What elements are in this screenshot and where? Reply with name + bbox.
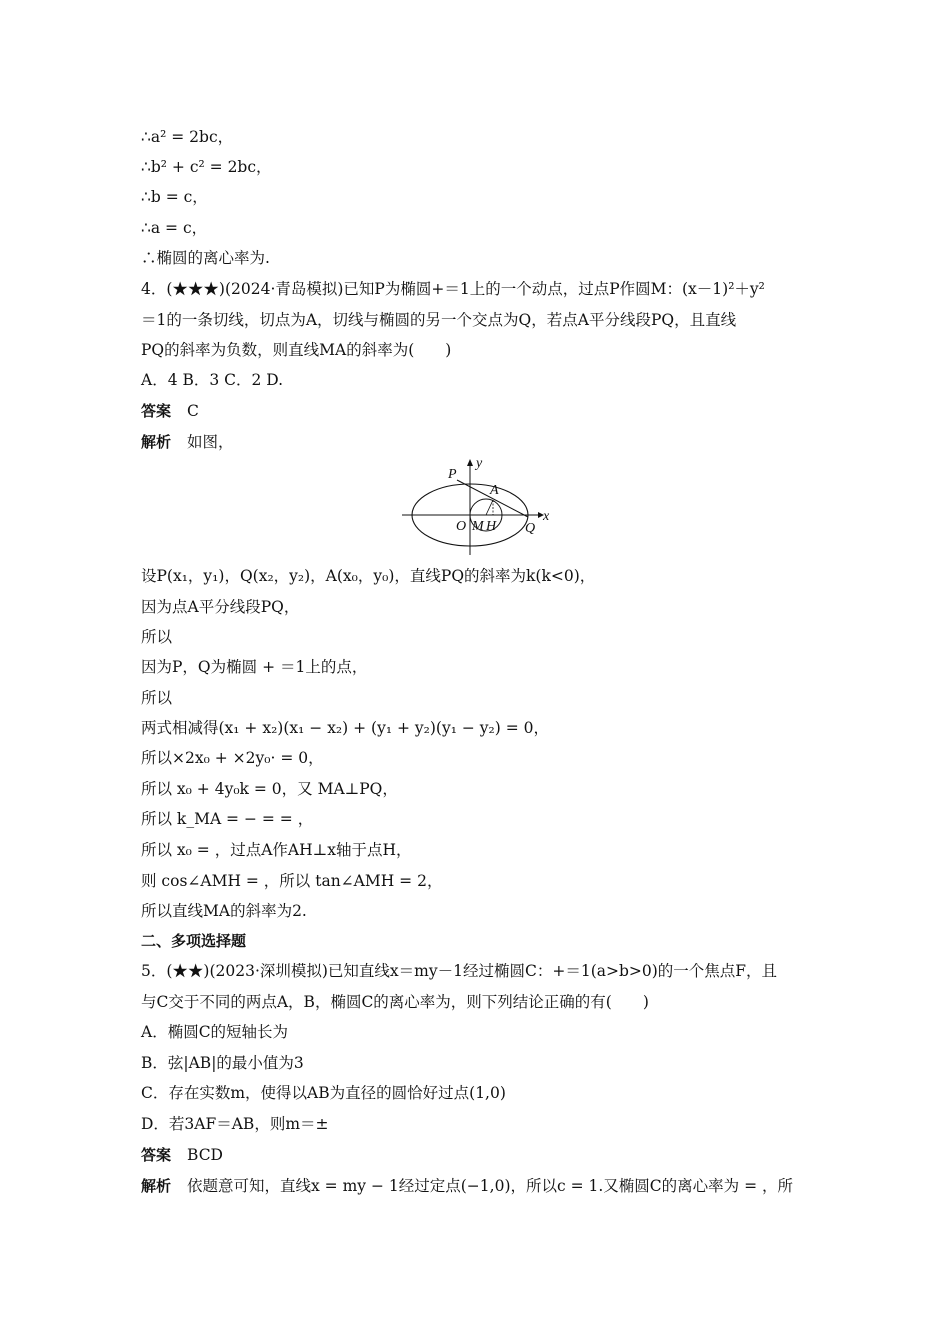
label-p: P [448, 467, 457, 482]
analysis-text: 如图， [187, 433, 234, 451]
label-m: M [472, 519, 484, 534]
q4-analysis-intro [141, 432, 234, 452]
q5-option-d: D．若3AF＝AB，则m＝± [141, 1115, 329, 1133]
q4-answer [141, 401, 199, 421]
a-line-7: 所以×2x₀ + ×2y₀· = 0， [141, 749, 324, 767]
label-y: y [476, 456, 483, 471]
line-5: ∴椭圆的离心率为. [141, 249, 270, 267]
line-3: ∴b = c， [141, 188, 208, 206]
q5-analysis [141, 1176, 793, 1196]
segment-ma [486, 500, 493, 515]
line-1: ∴a² = 2bc， [141, 128, 234, 146]
q5-option-b: B．弦|AB|的最小值为3 [141, 1054, 304, 1072]
label-x: x [543, 509, 550, 524]
label-a: A [490, 483, 499, 498]
a-line-1: 设P(x₁，y₁)，Q(x₂，y₂)，A(x₀，y₀)，直线PQ的斜率为k(k<0)， [141, 567, 596, 585]
a-line-12: 所以直线MA的斜率为2. [141, 902, 307, 920]
q5-answer [141, 1145, 223, 1165]
label-h: H [486, 519, 497, 534]
q5-line-2: 与C交于不同的两点A，B，椭圆C的离心率为，则下列结论正确的有( ) [141, 993, 649, 1011]
answer-value: C [187, 402, 199, 420]
y-arrow [467, 459, 473, 466]
a-line-9: 所以 k_MA = − = = ， [141, 810, 314, 828]
q5-option-a: A．椭圆C的短轴长为 [141, 1023, 289, 1041]
answer-label: 答案 [141, 402, 172, 420]
a-line-4: 因为P，Q为椭圆 + ＝1上的点， [141, 658, 368, 676]
q4-line-2: ＝1的一条切线，切点为A，切线与椭圆的另一个交点为Q，若点A平分线段PQ，且直线 [141, 311, 737, 329]
a-line-3: 所以 [141, 628, 173, 646]
q4-line-1: 4．(★★★)(2024·青岛模拟)已知P为椭圆+＝1上的一个动点，过点P作圆M：(x－1)²＋y² [141, 280, 765, 298]
analysis-label: 解析 [141, 433, 172, 451]
analysis-label-2: 解析 [141, 1177, 172, 1195]
line-4: ∴a = c， [141, 219, 208, 237]
line-2: ∴b² + c² = 2bc， [141, 158, 272, 176]
a-line-6: 两式相减得(x₁ + x₂)(x₁ − x₂) + (y₁ + y₂)(y₁ − y₂) = 0， [141, 719, 549, 737]
a-line-10: 所以 x₀ = ，过点A作AH⊥x轴于点H， [141, 841, 412, 859]
section-heading: 二、多项选择题 [141, 932, 247, 950]
ellipse-figure [400, 455, 560, 560]
q4-line-3: PQ的斜率为负数，则直线MA的斜率为( ) [141, 341, 452, 359]
a-line-5: 所以 [141, 689, 173, 707]
label-o: O [456, 519, 467, 534]
a-line-11: 则 cos∠AMH = ，所以 tan∠AMH = 2， [141, 872, 443, 890]
a-line-2: 因为点A平分线段PQ， [141, 598, 300, 616]
q5-option-c: C．存在实数m，使得以AB为直径的圆恰好过点(1,0) [141, 1084, 506, 1102]
answer-label-2: 答案 [141, 1146, 172, 1164]
label-q: Q [525, 521, 536, 536]
analysis-text-2: 依题意可知，直线x = my − 1经过定点(−1,0)，所以c = 1.又椭圆C的离心率为 = ，所 [187, 1177, 794, 1195]
a-line-8: 所以 x₀ + 4y₀k = 0，又 MA⊥PQ， [141, 780, 398, 798]
q5-line-1: 5．(★★)(2023·深圳模拟)已知直线x＝my－1经过椭圆C：+＝1(a>b>0)的一个焦点F，且 [141, 962, 778, 980]
q4-options: A．4 B．3 C．2 D. [141, 371, 284, 389]
answer-value-2: BCD [187, 1146, 223, 1164]
